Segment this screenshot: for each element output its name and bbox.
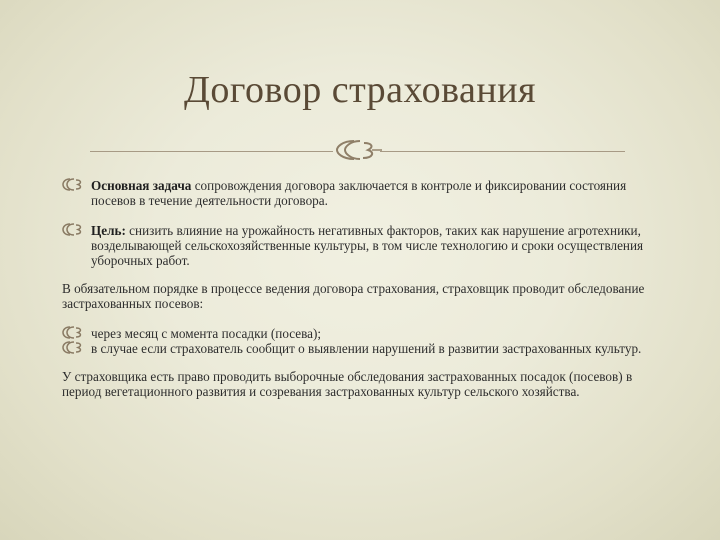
list-item: [62, 326, 672, 341]
title-divider-left: [90, 151, 333, 152]
page-title: Договор страхования: [183, 69, 537, 111]
bullet-text: [91, 178, 626, 208]
flourish-ornament-icon: [334, 137, 382, 163]
bullet-text: [91, 223, 643, 268]
bullet-body: сопровождения договора заключается в контроле и фиксировании состояния посевов в течение деятельности договора.: [91, 178, 627, 208]
bullet-body: снизить влияние на урожайность негативных факторов, таких как нарушение агротехники, возделывающей сельскохозяйственные культуры, в том числе технологию и сроки осуществления уборочных работ.: [91, 223, 644, 268]
list-item: [62, 178, 672, 208]
list-item: [62, 341, 672, 356]
bullet-body: в случае если страхователь сообщит о выявлении нарушений в развитии застрахованных культур.: [91, 341, 642, 356]
bullet-bold-lead: Цель:: [91, 223, 126, 238]
scroll-bullet-icon: [62, 178, 84, 191]
bullet-bold-lead: Основная задача: [91, 178, 192, 193]
list-item: [62, 223, 672, 268]
paragraph-insurer-rights: У страховщика есть право проводить выборочные обследования застрахованных посадок (посевов) в период вегетационного развития и созревания застрахованных культур сельского хозяйства.: [62, 369, 633, 399]
title-divider-right: [380, 151, 625, 152]
scroll-bullet-icon: [62, 326, 84, 339]
bullet-body: через месяц с момента посадки (посева);: [91, 326, 322, 341]
slide-body: [62, 178, 672, 399]
scroll-bullet-icon: [62, 341, 84, 354]
scroll-bullet-icon: [62, 223, 84, 236]
paragraph-inspection: В обязательном порядке в процессе ведения договора страхования, страховщик проводит обследование застрахованных посевов:: [62, 281, 645, 311]
